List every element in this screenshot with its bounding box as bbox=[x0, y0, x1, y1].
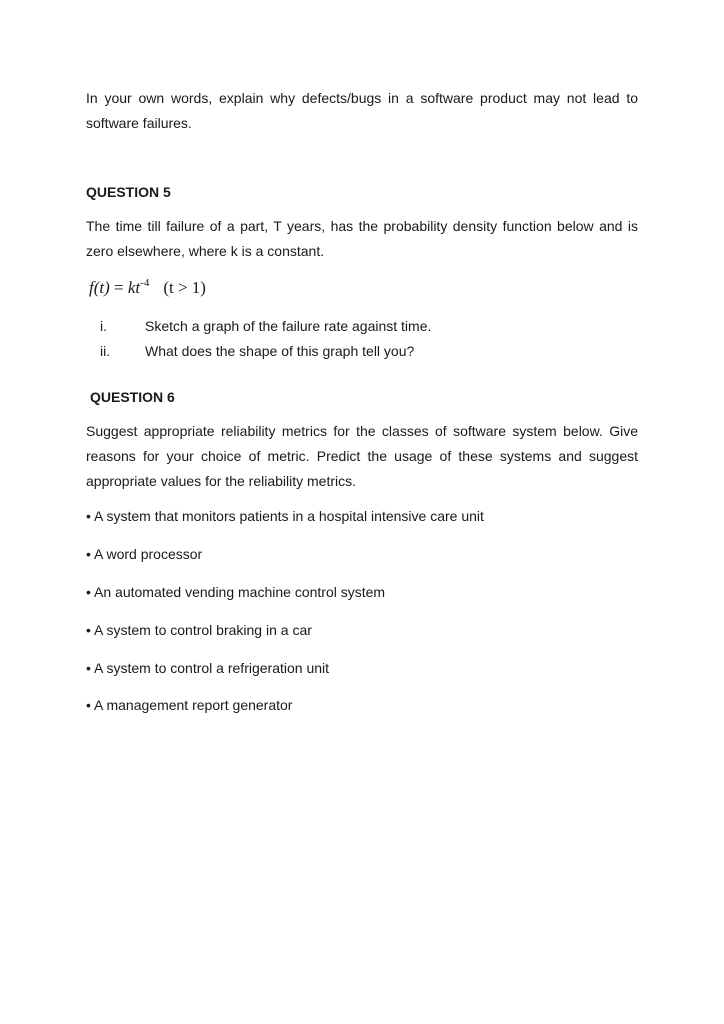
formula-lhs: f(t) bbox=[89, 278, 110, 297]
list-item bbox=[86, 314, 638, 339]
question-6-bullets bbox=[86, 506, 638, 715]
list-item bbox=[86, 339, 638, 364]
question-5-heading: QUESTION 5 bbox=[86, 184, 171, 200]
formula-equals: = bbox=[109, 278, 128, 297]
question-6-text: Suggest appropriate reliability metrics for the classes of software system below. Give reasons for your choice of metric. Predict the usage of these systems and suggest appropriate values for the reliability metrics. bbox=[86, 423, 638, 489]
bullet-item: • A system to control braking in a car bbox=[86, 622, 312, 638]
list-item-number: ii. bbox=[100, 343, 111, 359]
list-item-text: What does the shape of this graph tell you? bbox=[145, 343, 415, 359]
question-5-text: The time till failure of a part, T years, has the probability density function below and is zero elsewhere, where k is a constant. bbox=[86, 218, 638, 259]
bullet-item: • A word processor bbox=[86, 546, 203, 562]
question-6-heading: QUESTION 6 bbox=[90, 389, 175, 405]
list-item-text: Sketch a graph of the failure rate against time. bbox=[145, 318, 432, 334]
bullet-item: • A system that monitors patients in a hospital intensive care unit bbox=[86, 508, 484, 524]
question-5-list bbox=[86, 314, 638, 364]
pdf-formula bbox=[86, 278, 638, 298]
formula-rhs-base: kt bbox=[127, 278, 141, 297]
formula-condition: (t > 1) bbox=[163, 278, 206, 297]
document-page bbox=[86, 86, 638, 715]
bullet-item: • A management report generator bbox=[86, 697, 293, 713]
list-item-number: i. bbox=[100, 318, 107, 334]
formula-exponent: -4 bbox=[140, 277, 150, 289]
bullet-item: • A system to control a refrigeration unit bbox=[86, 660, 330, 676]
bullet-item: • An automated vending machine control system bbox=[86, 584, 386, 600]
intro-question-text: In your own words, explain why defects/bugs in a software product may not lead to software failures. bbox=[86, 90, 638, 131]
